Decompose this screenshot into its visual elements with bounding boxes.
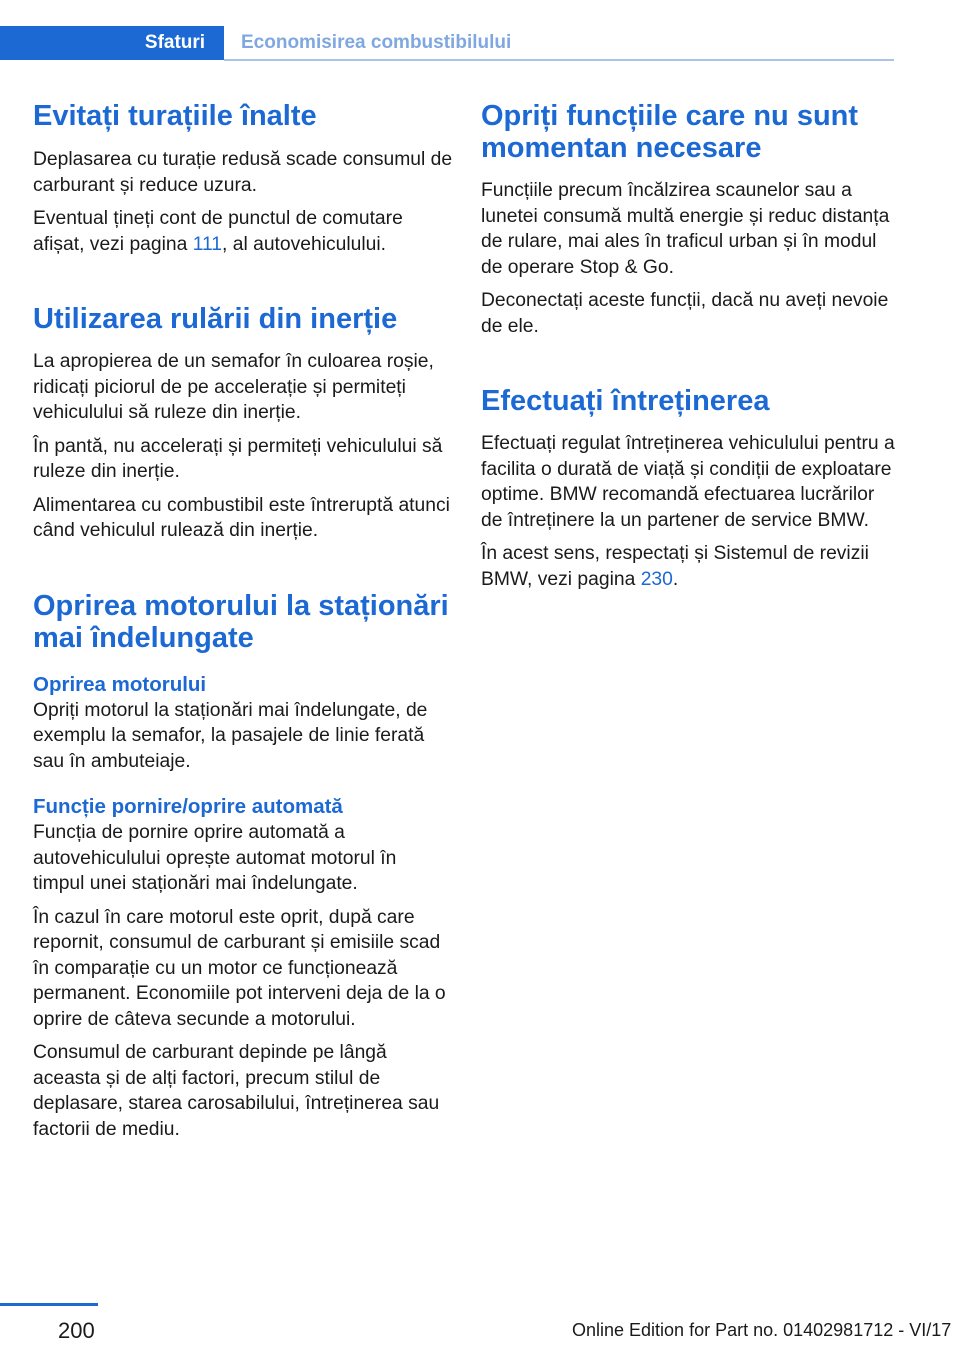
heading-engine-stop: Oprirea motorului la staționări mai îndelungate — [33, 589, 449, 654]
footer-divider — [0, 1303, 98, 1306]
page-number: 200 — [58, 1318, 95, 1343]
header-divider — [224, 59, 894, 61]
paragraph: Alimentarea cu combustibil este întreruptă atunci când vehiculul rulează din inerție. — [33, 494, 450, 541]
heading-avoid-high-rpm: Evitați turațiile înalte — [33, 100, 317, 132]
chapter-title[interactable]: Economisirea combustibilului — [241, 32, 512, 53]
paragraph: Funcțiile precum încălzirea scaunelor sau a lunetei consumă multă energie și reduc distanța de rulare, mai ales în traficul urban și în modul de operare Stop & Go. — [481, 180, 890, 278]
right-column — [481, 100, 901, 592]
header-bar — [0, 26, 126, 60]
paragraph: Eventual țineți cont de punctul de comutare afișat, vezi pagina 111, al autovehiculului. — [33, 208, 403, 255]
subheading-auto-start-stop: Funcție pornire/oprire automată — [33, 795, 343, 818]
paragraph: În cazul în care motorul este oprit, după care repornit, consumul de carburant și emisiile scad în comparație cu un motor ce funcționează permanent. Economiile pot interveni deja de la o oprire de câteva secunde a motorului. — [33, 906, 446, 1030]
paragraph: Funcția de pornire oprire automată a autovehiculului oprește automat motorul în timpul unei staționări mai îndelungate. — [33, 822, 397, 894]
paragraph: Consumul de carburant depinde pe lângă aceasta și de alți factori, precum stilul de deplasare, starea carosabilului, întreținerea sau factorii de mediu. — [33, 1042, 440, 1140]
paragraph: La apropierea de un semafor în culoarea roșie, ridicați piciorul de pe accelerație și permiteți vehiculului să ruleze din inerție. — [33, 351, 434, 423]
page-link-111[interactable]: 111 — [192, 233, 223, 255]
paragraph: Deconectați aceste funcții, dacă nu aveți nevoie de ele. — [481, 290, 889, 337]
edition-label: Online Edition for Part no. 01402981712 - VI/17 — [572, 1320, 952, 1340]
paragraph: Opriți motorul la staționări mai îndelungate, de exemplu la semafor, la pasajele de linie ferată sau în ambuteiaje. — [33, 699, 428, 772]
tab-sfaturi[interactable]: Sfaturi — [126, 26, 224, 60]
page-link-230[interactable]: 230 — [640, 568, 673, 590]
paragraph: În pantă, nu accelerați și permiteți vehiculului să ruleze din inerție. — [33, 435, 443, 482]
paragraph: Deplasarea cu turație redusă scade consumul de carburant și reduce uzura. — [33, 149, 453, 196]
heading-maintenance: Efectuați întreținerea — [481, 385, 770, 417]
heading-disable-functions: Opriți funcțiile care nu sunt momentan necesare — [481, 100, 859, 164]
paragraph: Efectuați regulat întreținerea vehiculului pentru a facilita o durată de viață și condiții de exploatare optime. BMW recomandă efectuarea lucrărilor de întreținere la un partener de service BMW. — [481, 433, 895, 531]
heading-coasting: Utilizarea rulării din inerție — [33, 303, 398, 335]
left-column — [33, 100, 453, 1142]
subheading-engine-stop: Oprirea motorului — [33, 672, 207, 696]
paragraph: În acest sens, respectați și Sistemul de revizii BMW, vezi pagina 230. — [481, 543, 869, 590]
